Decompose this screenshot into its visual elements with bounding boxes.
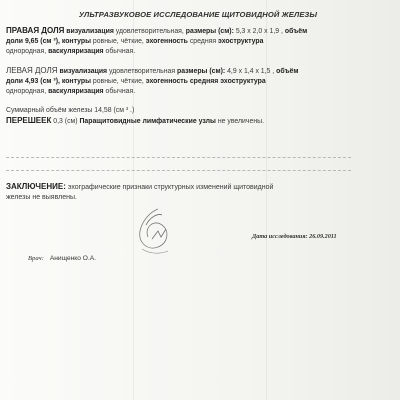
isthmus-label: ПЕРЕШЕЕК — [6, 116, 52, 125]
vascularization-value: обычная. — [105, 88, 136, 95]
parathyroid-label: Паращитовидные лимфатические узлы — [79, 118, 216, 125]
vascularization-value: обычная. — [105, 48, 136, 55]
echostructure-value: однородная, — [6, 48, 47, 55]
volume-label: объём — [284, 28, 308, 35]
left-lobe-heading: ЛЕВАЯ ДОЛЯ — [6, 66, 58, 75]
totals-section — [6, 106, 364, 127]
conclusion-text-line-1: эхографические признаки структурных изменений щитовидной — [67, 184, 274, 191]
right-lobe-heading: ПРАВАЯ ДОЛЯ — [6, 26, 65, 35]
size-label: размеры (см): — [185, 28, 234, 35]
report-title: УЛЬТРАЗВУКОВОЕ ИССЛЕДОВАНИЕ ЩИТОВИДНОЙ ЖЕЛЕЗЫ — [78, 10, 318, 19]
contour-label: , контуры — [58, 38, 91, 45]
signature-image — [128, 203, 178, 258]
volume-unit: (см ³) — [40, 38, 59, 45]
exam-date: Дата исследования: 26.09.2011 — [252, 233, 337, 240]
volume-unit: (см ³) — [40, 78, 59, 85]
size-value: 4,9 х 1,4 х 1,5 , — [227, 68, 275, 75]
size-value: 5,3 х 2,0 х 1,9 , — [235, 28, 283, 35]
left-lobe-section — [6, 66, 364, 97]
doctor-line — [28, 255, 96, 262]
echogenicity-label: эхогенность средняя — [145, 78, 219, 85]
parathyroid-value: не увеличены. — [217, 118, 264, 125]
echogenicity-value: средняя — [189, 38, 217, 45]
right-lobe-section — [6, 26, 364, 57]
conclusion-label: ЗАКЛЮЧЕНИЕ: — [6, 182, 66, 191]
volume-value: доли 9,65 — [6, 38, 39, 45]
echostructure-value: однородная, — [6, 88, 47, 95]
doctor-label: Врач: — [28, 255, 44, 262]
size-label: размеры (см): — [177, 68, 226, 75]
volume-value: доли 4,93 — [6, 78, 39, 85]
contour-value: ровные, чёткие, — [92, 78, 144, 85]
echogenicity-label: эхогенность — [145, 38, 188, 45]
conclusion-text-line-2: железы не выявлены. — [6, 194, 77, 201]
volume-label: объём — [276, 68, 299, 75]
contour-label: , контуры — [58, 78, 91, 85]
vascularization-label: васкуляризация — [48, 88, 104, 95]
separator-line — [6, 157, 351, 158]
vascularization-label: васкуляризация — [48, 48, 104, 55]
isthmus-value: 0,3 (см) — [53, 118, 78, 125]
echostructure-label: эхоструктура — [218, 38, 264, 45]
echostructure-label: эхоструктура — [220, 78, 266, 85]
visualization-value: удовлетворительная — [109, 68, 176, 75]
visualization-value: удовлетворительная, — [115, 28, 184, 35]
separator-line — [6, 170, 351, 171]
conclusion-section — [6, 182, 336, 203]
doctor-name: Анищенко О.А. — [49, 255, 96, 262]
total-volume-unit: (см ³ .) — [113, 107, 135, 114]
total-volume-label: Суммарный объём железы 14,58 — [6, 107, 112, 114]
visualization-label: визуализация — [59, 68, 108, 75]
contour-value: ровные, чёткие, — [92, 38, 144, 45]
visualization-label: визуализация — [66, 28, 114, 35]
